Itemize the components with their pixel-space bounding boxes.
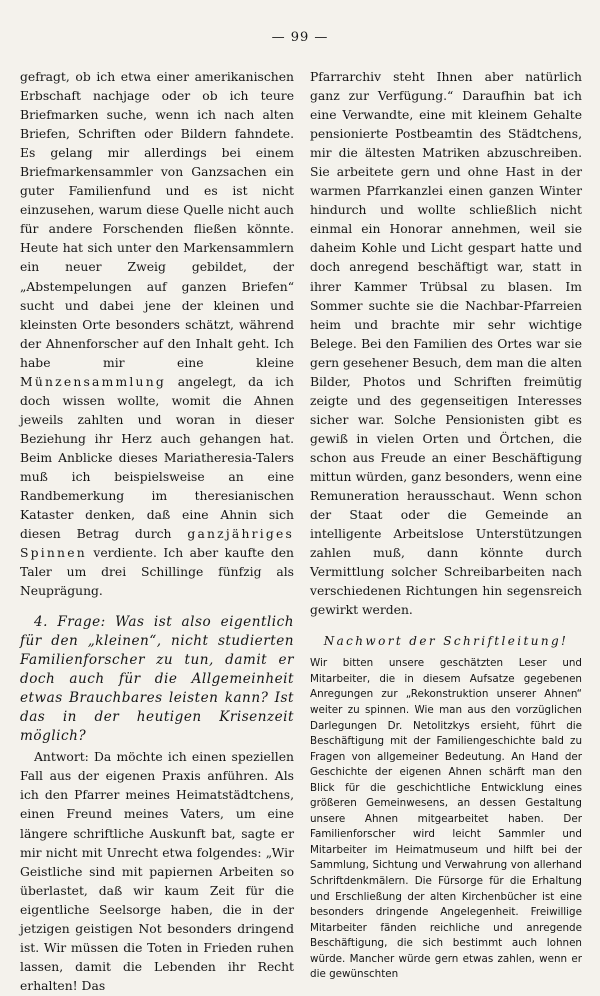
body-paragraph: Pfarrarchiv steht Ihnen aber natürlich ganz zur Verfügung.“ Daraufhin bat ich eine Verwandte, eine mit kleinem Gehalte pensionierte Postbeamtin des Städtchens, mir die ältesten Matriken abzuschreiben. Sie arbeitete gern und ohne Hast in der warmen Pfarrkanzlei einen ganzen Winter hindurch und wollte schließlich nicht einmal ein Honorar annehmen, weil sie daheim Kohle und Licht gespart hatte und doch anregend beschäftigt war, statt in ihrer Kammer Trübsal zu blasen. Im Sommer suchte sie die Nachbar-Pfarreien heim und brachte mir sehr wichtige Belege. Bei den Familien des Ortes war sie gern gesehener Besuch, dem man die alten Bilder, Photos und Schriften freimütig zeigte und des gegenseitigen Interesses sicher war. Solche Pensionisten gibt es gewiß in vielen Orten und Örtchen, die schon aus Freude an einer Beschäftigung mittun würden, ganz besonders, wenn eine Remuneration herausschaut. Wenn schon der Staat oder die Gemeinde an intelligente Arbeitslose Unterstützungen zahlen muß, dann könnte durch Vermittlung solcher Schreibarbeiten nach verschiedenen Richtungen hin segensreich gewirkt werden.: [310, 70, 582, 618]
text-run: angelegt, da ich doch wissen wollte, womit die Ahnen jeweils zahlten und woran in dieser Beziehung ihr Herz auch gehangen hat. Beim Anblicke dieses Mariatheresia-Talers muß ich beispielsweise an eine Randbemerkung im theresianischen Kataster denken, daß eine Ahnin sich diesen Betrag durch: [20, 374, 294, 542]
text-run: gefragt, ob ich etwa einer amerikanischen Erbschaft nachjage oder ob ich teure Briefmarken suche, wenn ich nach alten Briefen, Schriften oder Bildern fahndete. Es gelang mir allerdings bei einem Briefmarkensammler von Ganzsachen ein guter Familienfund und es ist nicht einzusehen, warum diese Quelle nicht auch für andere Forschenden fließen könnte. Heute hat sich unter den Markensammlern ein neuer Zweig gebildet, der „Abstempelungen auf ganzen Briefen“ sucht und dabei jene der kleinen und kleinsten Orte besonders schätzt, während der Ahnenforscher auf den Inhalt geht. Ich habe mir eine kleine: [20, 70, 294, 370]
editorial-note-title: Nachwort der Schriftleitung!: [323, 634, 569, 649]
answer-paragraph: Antwort: Da möchte ich einen speziellen Fall aus der eigenen Praxis anführen. Als ich den Pfarrer meines Heimatstädtchens, einen Freund meines Vaters, um eine längere schriftliche Auskunft bat, sagte er mir nicht mit Unrecht etwa folgendes: „Wir Geistliche sind mit papiernen Arbeiten so überlastet, daß wir kaum Zeit für die eigentliche Seelsorge haben, die in der jetzigen geistigen Not besonders dringend ist. Wir müssen die Toten in Frieden ruhen lassen, damit die Lebenden ihr Recht erhalten! Das: [20, 750, 294, 993]
spaced-term: ganzjähriges Spinnen: [20, 527, 294, 561]
question-paragraph: 4. Frage: Was ist also eigentlich für den „kleinen“, nicht studierten Familienforscher zu tun, damit er doch auch für die Allgemeinheit etwas Brauchbares leisten kann? Ist das in der heutigen Krisenzeit möglich?: [20, 614, 294, 745]
left-column: [20, 68, 294, 993]
spaced-term: Münzensammlung: [20, 374, 166, 389]
text-run: verdiente. Ich aber kaufte den Taler um drei Schillinge fünfzig als Neuprägung.: [20, 546, 294, 599]
editorial-note-text: Wir bitten unsere geschätzten Leser und Mitarbeiter, die in diesem Aufsatze gegebenen Anregungen zur „Rekonstruktion unserer Ahnen“ weiter zu spinnen. Wie man aus den vorzüglichen Darlegungen Dr. Netolitzkys ersieht, führt die Beschäftigung mit der Familiengeschichte bald zu Fragen von allgemeiner Bedeutung. An Hand der Geschichte der eigenen Ahnen schärft man den Blick für die geschichtliche Entwicklung eines größeren Gemeinwesens, an dessen Gestaltung unsere Ahnen mitgearbeitet haben. Der Familienforscher wird leicht Sammler und Mitarbeiter im Heimatmuseum und hilft bei der Sammlung, Sichtung und Verwahrung von allerhand Schriftdenkmälern. Die Fürsorge für die Erhaltung und Erschließung der alten Kirchenbücher ist eine besonders dringende Angelegenheit. Freiwillige Mitarbeiter fänden reichliche und anregende Beschäftigung, die sich bestimmt auch lohnen würde. Mancher würde gern etwas zahlen, wenn er die gewünschten: [310, 657, 582, 981]
page-number: — 99 —: [271, 30, 329, 45]
right-column: [310, 68, 582, 981]
body-paragraph: [20, 68, 294, 601]
